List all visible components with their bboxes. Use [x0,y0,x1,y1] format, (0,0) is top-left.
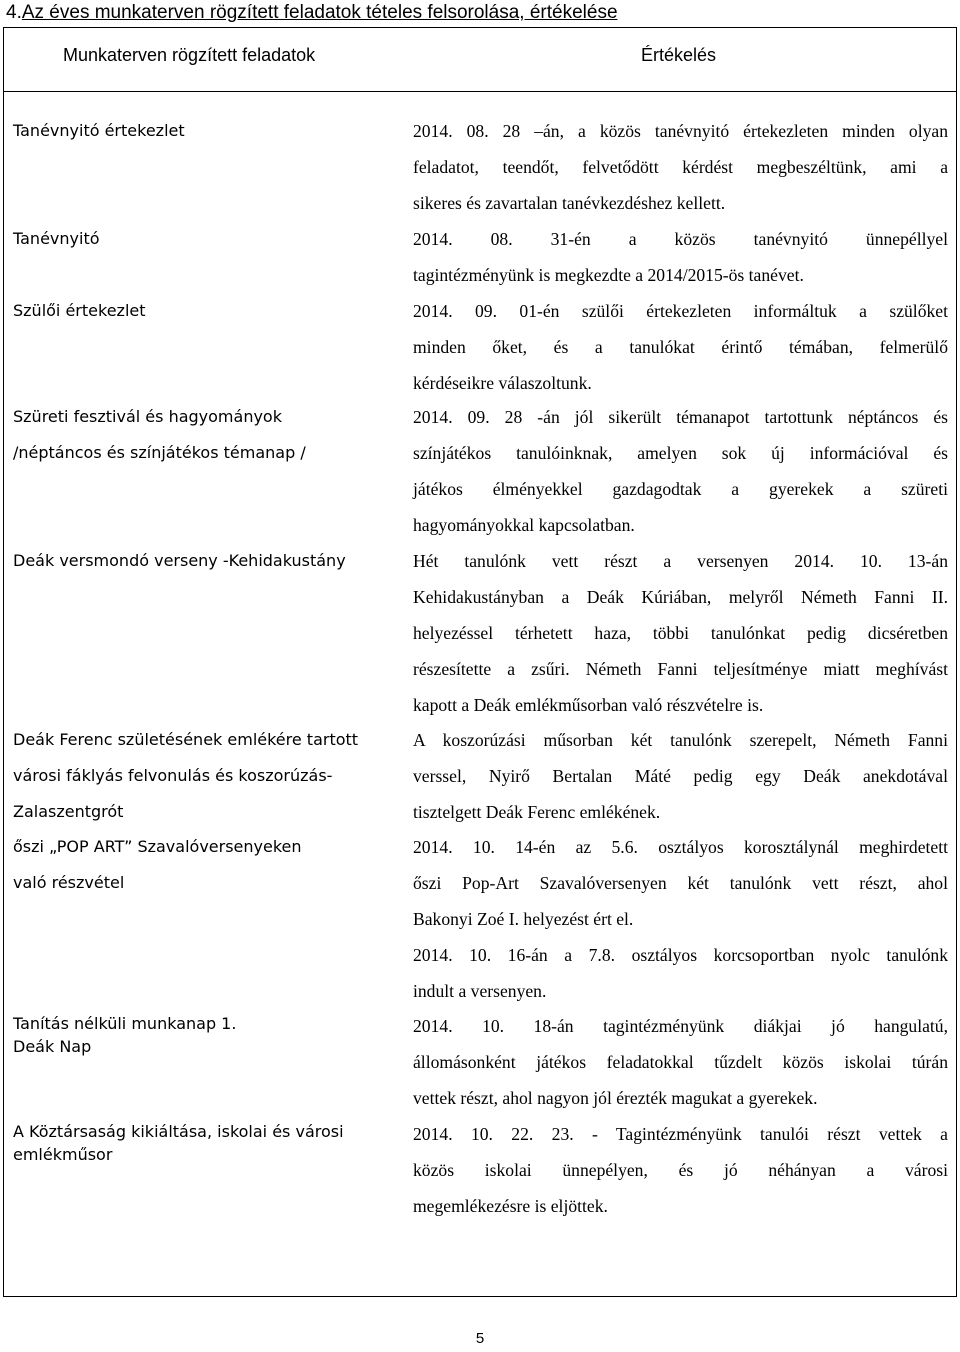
evaluation-line: 2014. 09. 01-én szülői értekezleten informáltuk a szülőket [413,301,948,321]
task-line: /néptáncos és színjátékos témanap / [13,443,306,462]
task-line: Szülői értekezlet [13,301,146,320]
evaluation-cell [413,293,948,401]
task-cell [13,399,397,471]
evaluation-cell [413,722,948,830]
evaluation-cell [413,543,948,723]
task-line: Deák versmondó verseny -Kehidakustány [13,551,346,570]
section-heading [6,0,618,26]
evaluation-line: indult a versenyen. [413,981,547,1001]
evaluation-line: kérdéseikre válaszoltunk. [413,373,592,393]
task-cell [13,1012,397,1058]
task-line: Tanévnyitó [13,229,100,248]
evaluation-line: tagintézményünk is megkezdte a 2014/2015-ös tanévet. [413,265,804,285]
evaluation-line: verssel, Nyirő Bertalan Máté pedig egy Deák anekdotával [413,766,948,786]
evaluation-line: minden őket, és a tanulókat érintő témában, felmerülő [413,337,948,357]
evaluation-line: részesítette a zsűri. Németh Fanni teljesítménye miatt meghívást [413,659,948,679]
evaluation-line: közös iskolai ünnepélyen, és jó néhányan a városi [413,1160,948,1180]
task-line: Deák Nap [13,1037,92,1056]
task-cell [13,113,397,149]
evaluation-cell [413,1008,948,1116]
task-line: őszi „POP ART” Szavalóversenyeken [13,837,302,856]
task-cell [13,293,397,329]
tasks-table [3,27,957,1297]
evaluation-line: feladatot, teendőt, felvetődött kérdést megbeszéltünk, ami a [413,157,948,177]
evaluation-line: 2014. 10. 18-án tagintézményünk diákjai jó hangulatú, [413,1016,948,1036]
task-cell [13,829,397,901]
evaluation-line: őszi Pop-Art Szavalóversenyen két tanulónk vett részt, ahol [413,873,948,893]
evaluation-line: A koszorúzási műsorban két tanulónk szerepelt, Németh Fanni [413,730,948,750]
task-cell [13,221,397,257]
task-cell [13,722,397,830]
task-line: A Köztársaság kikiáltása, iskolai és városi [13,1122,344,1141]
evaluation-line: 2014. 08. 28 –án, a közös tanévnyitó értekezleten minden olyan [413,121,948,141]
evaluation-line: 2014. 08. 31-én a közös tanévnyitó ünnepéllyel [413,229,948,249]
evaluation-line: 2014. 10. 16-án a 7.8. osztályos korcsoportban nyolc tanulónk [413,945,948,965]
evaluation-line: sikeres és zavartalan tanévkezdéshez kellett. [413,193,726,213]
page-number: 5 [475,1330,485,1347]
task-line: való részvétel [13,873,125,892]
section-title: Az éves munkaterven rögzített feladatok tételes felsorolása, értékelése [21,2,618,23]
task-cell [13,1120,397,1166]
section-number: 4. [6,2,22,23]
evaluation-line: megemlékezésre is eljöttek. [413,1196,608,1216]
task-cell [13,543,397,579]
task-line: városi fáklyás felvonulás és koszorúzás- [13,766,333,785]
evaluation-line: Bakonyi Zoé I. helyezést ért el. [413,909,634,929]
evaluation-line: Kehidakustányban a Deák Kúriában, melyről Németh Fanni II. [413,587,948,607]
evaluation-line: színjátékos tanulóinknak, amelyen sok új információval és [413,443,948,463]
evaluation-line: 2014. 10. 14-én az 5.6. osztályos korosztálynál meghirdetett [413,837,948,857]
task-line: Szüreti fesztivál és hagyományok [13,407,282,426]
task-line: Tanévnyitó értekezlet [13,121,185,140]
header-divider [4,91,956,92]
evaluation-cell [413,221,948,293]
evaluation-line: állomásonként játékos feladatokkal tűzdelt közös iskolai túrán [413,1052,948,1072]
evaluation-cell [413,399,948,543]
evaluation-line: helyezéssel térhetett haza, többi tanulónkat pedig dicséretben [413,623,948,643]
evaluation-cell [413,1116,948,1224]
evaluation-line: Hét tanulónk vett részt a versenyen 2014. 10. 13-án [413,551,948,571]
column-header-evaluation: Értékelés [641,45,717,65]
column-header-tasks: Munkaterven rögzített feladatok [63,45,316,65]
task-line: emlékműsor [13,1145,113,1164]
task-line: Tanítás nélküli munkanap 1. [13,1014,237,1033]
task-line: Zalaszentgrót [13,802,124,821]
evaluation-line: 2014. 10. 22. 23. - Tagintézményünk tanulói részt vettek a [413,1124,948,1144]
evaluation-line: tisztelgett Deák Ferenc emlékének. [413,802,661,822]
evaluation-line: játékos élményekkel gazdagodtak a gyerekek a szüreti [413,479,948,499]
evaluation-cell [413,113,948,221]
evaluation-line: 2014. 09. 28 -án jól sikerült témanapot tartottunk néptáncos és [413,407,948,427]
evaluation-line: kapott a Deák emlékműsorban való részvételre is. [413,695,764,715]
evaluation-cell [413,829,948,1009]
evaluation-line: hagyományokkal kapcsolatban. [413,515,635,535]
task-line: Deák Ferenc születésének emlékére tartott [13,730,359,749]
evaluation-line: vettek részt, ahol nagyon jól érezték magukat a gyerekek. [413,1088,818,1108]
